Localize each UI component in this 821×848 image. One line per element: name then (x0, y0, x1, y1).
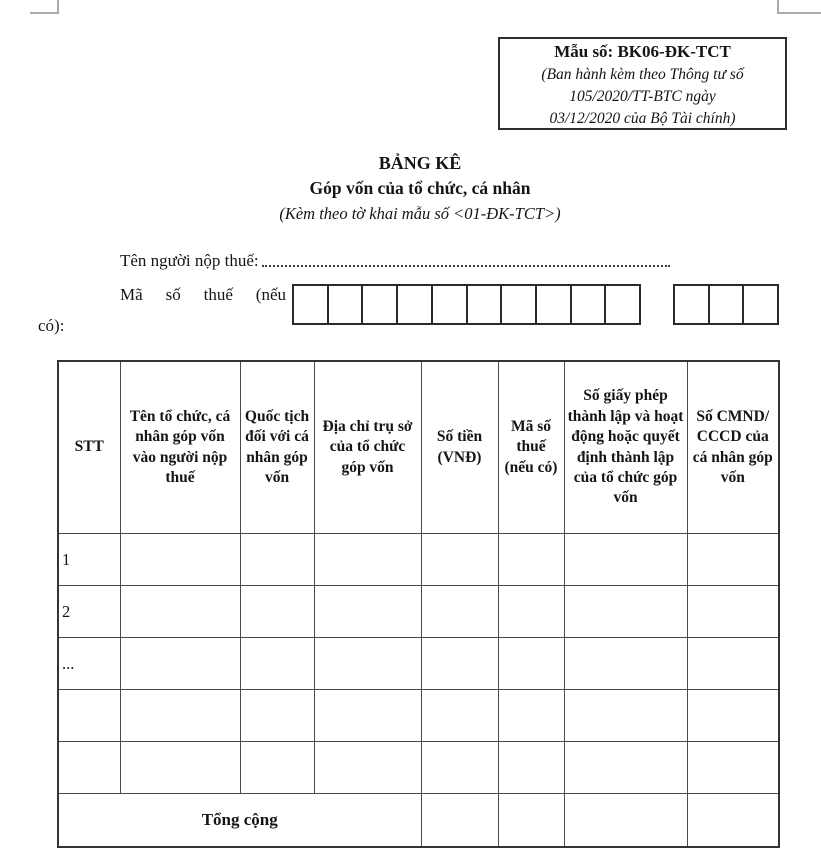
cell-stt (58, 690, 120, 742)
title-block (60, 151, 780, 227)
table-row (58, 586, 779, 638)
form-number-note-line: 105/2020/TT-BTC ngày (569, 88, 716, 105)
cell (498, 534, 564, 586)
cell (564, 586, 687, 638)
cell (421, 534, 498, 586)
cell (421, 586, 498, 638)
cell (687, 794, 779, 848)
cell (498, 586, 564, 638)
table-row (58, 742, 779, 794)
tax-code-box-grid-main (292, 284, 641, 325)
cell (120, 742, 240, 794)
capital-contribution-table (57, 360, 780, 848)
cell (564, 742, 687, 794)
tax-code-box (361, 286, 396, 323)
cell (421, 794, 498, 848)
page-subtitle: Góp vốn của tổ chức, cá nhân (309, 178, 531, 198)
cell (120, 586, 240, 638)
tax-code-box (742, 286, 777, 323)
cell (564, 690, 687, 742)
table-row (58, 690, 779, 742)
tax-code-label-line2: có): (38, 316, 65, 335)
col-header-stt: STT (58, 361, 120, 534)
cell (120, 690, 240, 742)
scan-artifact-line (777, 12, 821, 14)
table-header-row (58, 361, 779, 534)
cell (687, 638, 779, 690)
taxpayer-name-row (120, 251, 670, 271)
cell (498, 638, 564, 690)
cell-stt (58, 742, 120, 794)
cell (687, 534, 779, 586)
col-header-tax-code: Mã số thuế (nếu có) (498, 361, 564, 534)
cell (120, 638, 240, 690)
cell (314, 586, 421, 638)
tax-code-box (535, 286, 570, 323)
cell (498, 794, 564, 848)
table-row (58, 638, 779, 690)
form-number-box (498, 37, 787, 130)
cell (498, 742, 564, 794)
col-header-license: Số giấy phép thành lập và hoạt động hoặc quyết định thành lập của tổ chức góp vốn (564, 361, 687, 534)
tax-code-box (466, 286, 501, 323)
tax-code-box (675, 286, 708, 323)
taxpayer-name-label: Tên người nộp thuế: (120, 251, 259, 270)
tax-code-box (500, 286, 535, 323)
taxpayer-name-blank-line (262, 265, 670, 267)
cell (498, 690, 564, 742)
cell (240, 690, 314, 742)
tax-code-box (294, 286, 327, 323)
cell (687, 742, 779, 794)
tax-code-box (570, 286, 605, 323)
cell (314, 690, 421, 742)
col-header-contributor-name: Tên tổ chức, cá nhân góp vốn vào người nộp thuế (120, 361, 240, 534)
tax-code-box-grid-suffix (673, 284, 779, 325)
cell (421, 638, 498, 690)
form-number-note-line: (Ban hành kèm theo Thông tư số (541, 66, 744, 83)
tax-code-box (708, 286, 743, 323)
page-title: BẢNG KÊ (378, 153, 462, 173)
cell (314, 638, 421, 690)
scan-artifact-line (30, 12, 59, 14)
cell-stt: 1 (58, 534, 120, 586)
tax-code-box (396, 286, 431, 323)
form-number-note-line: 03/12/2020 của Bộ Tài chính) (549, 110, 736, 127)
cell (564, 794, 687, 848)
cell (564, 534, 687, 586)
table-total-row (58, 794, 779, 848)
tax-code-box (604, 286, 639, 323)
cell (687, 690, 779, 742)
tax-code-box (327, 286, 362, 323)
cell (120, 534, 240, 586)
col-header-address: Địa chỉ trụ sở của tổ chức góp vốn (314, 361, 421, 534)
tax-code-label-line1: Mã số thuế (nếu (120, 285, 286, 304)
col-header-amount: Số tiền (VNĐ) (421, 361, 498, 534)
col-header-id-number: Số CMND/ CCCD của cá nhân góp vốn (687, 361, 779, 534)
cell (421, 742, 498, 794)
cell-stt: 2 (58, 586, 120, 638)
cell (240, 638, 314, 690)
cell (240, 534, 314, 586)
cell (240, 586, 314, 638)
col-header-nationality: Quốc tịch đối với cá nhân góp vốn (240, 361, 314, 534)
cell (314, 534, 421, 586)
cell-stt: ... (58, 638, 120, 690)
page-title-note: (Kèm theo tờ khai mẫu số <01-ĐK-TCT>) (279, 204, 561, 223)
cell (687, 586, 779, 638)
table-row (58, 534, 779, 586)
form-number-title: Mẫu số: BK06-ĐK-TCT (554, 42, 731, 61)
cell (564, 638, 687, 690)
cell (240, 742, 314, 794)
cell (314, 742, 421, 794)
cell (421, 690, 498, 742)
total-label: Tổng cộng (58, 794, 421, 848)
tax-code-box (431, 286, 466, 323)
